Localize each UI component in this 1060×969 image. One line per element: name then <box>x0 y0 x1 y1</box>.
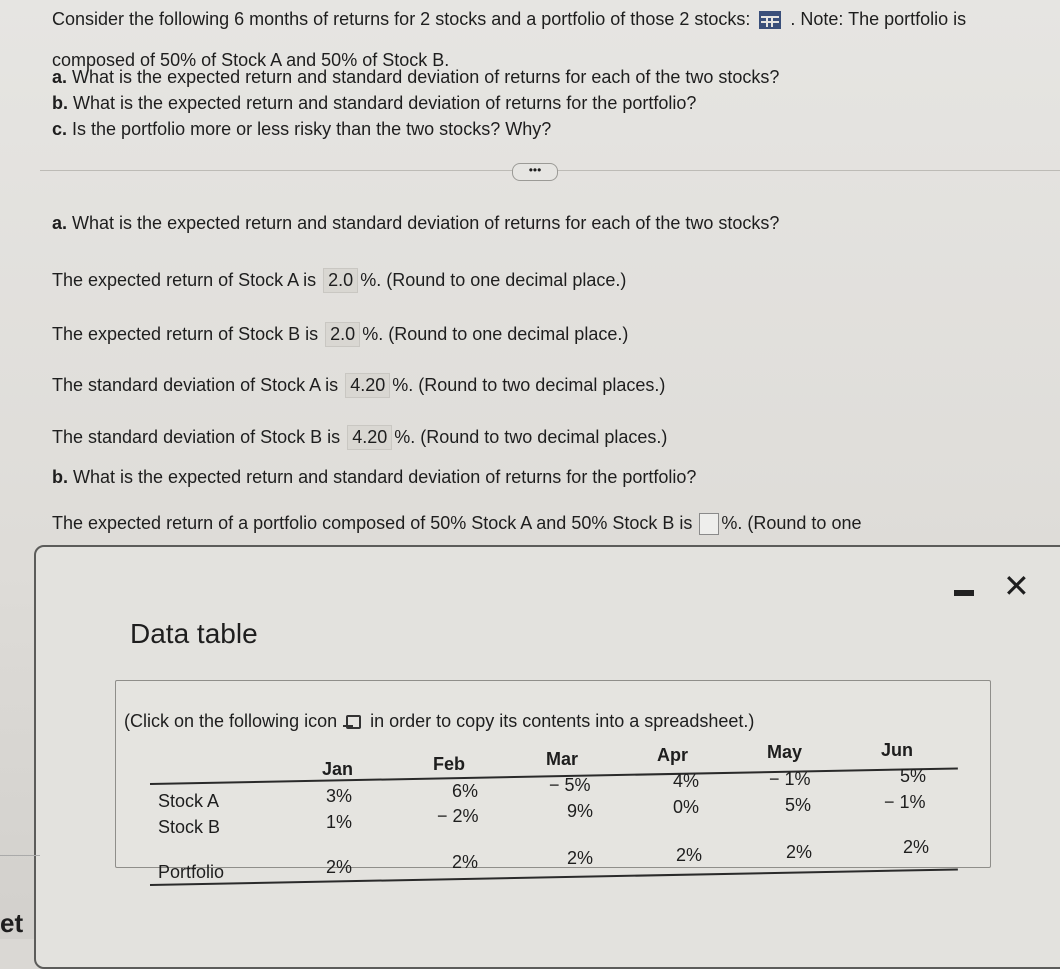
question-b-label: b. <box>52 93 68 113</box>
question-intro <box>52 9 966 30</box>
table-cell: 6% <box>452 781 479 801</box>
data-table-grid-icon[interactable] <box>759 11 781 29</box>
month-header: May <box>767 742 803 762</box>
table-cell: 2% <box>676 845 703 865</box>
background-rule <box>0 855 40 856</box>
table-cell: 1% <box>326 812 353 832</box>
minimize-button[interactable] <box>954 590 974 596</box>
answer-label: The expected return of Stock A is <box>52 270 317 290</box>
answer-row-sd-b <box>52 425 667 450</box>
answer-hint: %. (Round to two decimal places.) <box>394 427 668 447</box>
row-label: Stock B <box>158 817 221 837</box>
table-cell: 2% <box>452 852 479 872</box>
question-c-label: c. <box>52 119 68 139</box>
instruction-text: in order to copy its contents into a spreadsheet.) <box>370 711 755 731</box>
intro-note: . Note: The portfolio is <box>790 9 967 29</box>
table-cell: 2% <box>326 857 353 877</box>
answer-label: The expected return of a portfolio composed of 50% Stock A and 50% Stock B is <box>52 513 693 533</box>
month-header: Feb <box>433 754 466 774</box>
month-header: Jan <box>322 759 354 779</box>
er-portfolio-input[interactable] <box>699 513 719 535</box>
question-intro-line2: composed of 50% of Stock A and 50% of Stock B. <box>52 50 450 70</box>
answer-hint: %. (Round to one decimal place.) <box>362 324 629 344</box>
table-cell: − 2% <box>437 806 479 826</box>
question-a-text: What is the expected return and standard deviation of returns for each of the two stocks? <box>72 67 780 87</box>
table-cell: 5% <box>900 766 927 786</box>
answer-label: The standard deviation of Stock A is <box>52 375 339 395</box>
er-stock-a-input[interactable]: 2.0 <box>323 268 358 293</box>
table-cell: 9% <box>567 801 594 821</box>
table-cell: 2% <box>903 837 930 857</box>
data-table-panel <box>115 680 991 868</box>
answer-label: The expected return of Stock B is <box>52 324 319 344</box>
answer-hint: %. (Round to one decimal place.) <box>360 270 627 290</box>
copy-to-spreadsheet-icon[interactable] <box>346 715 361 729</box>
table-cell: − 1% <box>769 769 811 789</box>
part-b-text: What is the expected return and standard deviation of returns for the portfolio? <box>73 467 697 487</box>
answer-row-er-portfolio <box>52 513 861 535</box>
answer-label: The standard deviation of Stock B is <box>52 427 341 447</box>
part-b-heading <box>52 467 696 488</box>
answer-hint: %. (Round to two decimal places.) <box>392 375 666 395</box>
expand-more-button[interactable]: ••• <box>512 163 558 181</box>
question-b-text: What is the expected return and standard deviation of returns for the portfolio? <box>73 93 697 113</box>
table-cell: 4% <box>673 771 700 791</box>
table-cell: 2% <box>567 848 594 868</box>
table-cell: − 1% <box>884 792 926 812</box>
sd-stock-a-input[interactable]: 4.20 <box>345 373 390 398</box>
table-cell: 5% <box>785 795 812 815</box>
table-cell: 2% <box>786 842 813 862</box>
answer-row-sd-a <box>52 373 665 398</box>
table-cell: 0% <box>673 797 700 817</box>
part-a-text: What is the expected return and standard deviation of returns for each of the two stocks? <box>72 213 780 233</box>
table-cell: − 5% <box>549 775 591 795</box>
month-header: Apr <box>657 745 688 765</box>
question-b <box>52 93 696 114</box>
close-icon[interactable]: ✕ <box>1003 568 1030 604</box>
part-a-heading <box>52 213 779 234</box>
copy-instruction <box>124 711 754 732</box>
intro-text: Consider the following 6 months of returns for 2 stocks and a portfolio of those 2 stocks: <box>52 9 751 29</box>
row-label: Portfolio <box>158 862 225 882</box>
table-cell: 3% <box>326 786 353 806</box>
answer-hint: %. (Round to one <box>721 513 862 533</box>
sd-stock-b-input[interactable]: 4.20 <box>347 425 392 450</box>
edge-text: et <box>0 908 24 938</box>
answer-row-er-b <box>52 322 628 347</box>
month-header: Jun <box>881 740 914 760</box>
question-c <box>52 119 551 140</box>
dialog-title: Data table <box>130 618 258 649</box>
question-a-label: a. <box>52 67 68 87</box>
row-label: Stock A <box>158 791 220 811</box>
part-b-label: b. <box>52 467 68 487</box>
answer-row-er-a <box>52 268 626 293</box>
er-stock-b-input[interactable]: 2.0 <box>325 322 360 347</box>
part-a-label: a. <box>52 213 68 233</box>
question-a <box>52 67 779 88</box>
instruction-text: (Click on the following icon <box>124 711 338 731</box>
month-header: Mar <box>546 749 579 769</box>
question-c-text: Is the portfolio more or less risky than the two stocks? Why? <box>72 119 552 139</box>
